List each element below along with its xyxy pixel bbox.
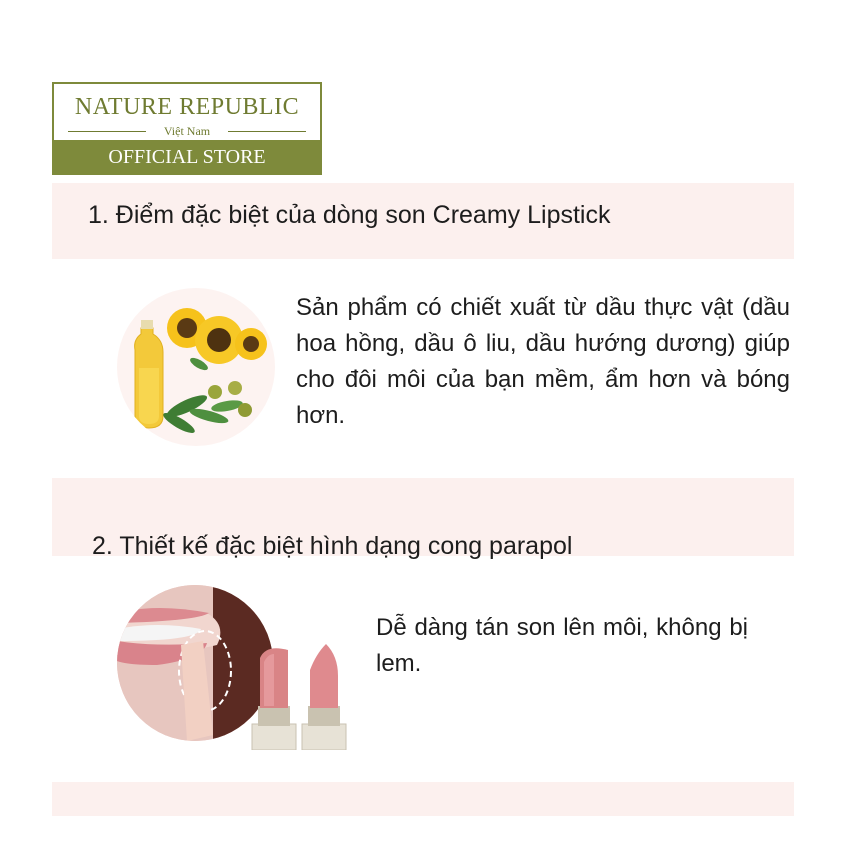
logo-region: Việt Nam (163, 124, 211, 138)
section-2-description: Dễ dàng tán son lên môi, không bị lem. (376, 614, 748, 677)
logo-store-label: OFFICIAL STORE (52, 140, 322, 175)
brand-logo (52, 82, 322, 175)
section-1-image (117, 288, 275, 446)
sunflower-oil-icon (117, 288, 275, 446)
section-2-heading: 2. Thiết kế đặc biệt hình dạng cong parapol (92, 532, 573, 560)
lipstick-icon (250, 640, 350, 750)
lipsticks-image (250, 640, 350, 750)
logo-top-panel (52, 82, 322, 140)
section-1-description: Sản phẩm có chiết xuất từ dầu thực vật (dầu hoa hồng, dầu ô liu, dầu hướng dương) giúp cho đôi môi của bạn mềm, ẩm hơn và bóng hơn. (296, 294, 790, 429)
section-1-heading: 1. Điểm đặc biệt của dòng son Creamy Lipstick (88, 201, 611, 229)
logo-divider-right (228, 131, 306, 132)
logo-subtitle-row (68, 124, 306, 138)
logo-brand-name: NATURE REPUBLIC (74, 94, 300, 120)
section-3-header-band (52, 782, 794, 816)
